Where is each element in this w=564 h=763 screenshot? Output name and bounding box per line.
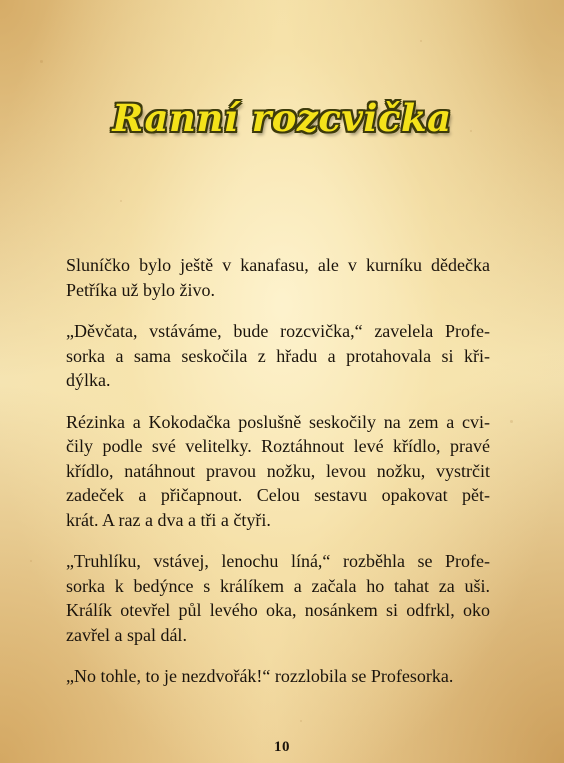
- chapter-title: Ranní rozcvička: [112, 96, 452, 140]
- story-text: [66, 253, 490, 706]
- text-line: „Děvčata, vstáváme, bude rozcvička,“ zavelela Profe-: [66, 321, 490, 341]
- text-line: sorka k bedýnce s králíkem a začala ho tahat za uši.: [66, 575, 490, 596]
- paragraph: [66, 410, 490, 533]
- text-line: Rézinka a Kokodačka poslušně seskočily na zem a cvi-: [66, 411, 490, 432]
- paragraph: [66, 549, 490, 647]
- text-line: zadeček a přičapnout. Celou sestavu opakovat pět-: [66, 485, 490, 505]
- text-line: krát. A raz a dva a tři a čtyři.: [66, 509, 271, 530]
- page-number: 10: [274, 739, 290, 755]
- text-line: Králík otevřel půl levého oka, nosánkem si odfrkl, oko: [66, 600, 490, 620]
- text-line: sorka a sama seskočila z hřadu a protahovala si kři-: [66, 345, 490, 366]
- text-line: „No tohle, to je nezdvořák!“ rozzlobila se Profesorka.: [66, 666, 454, 686]
- paragraph: [66, 664, 490, 689]
- text-line: „Truhlíku, vstávej, lenochu líná,“ rozběhla se Profe-: [66, 551, 490, 571]
- text-line: Sluníčko bylo ještě v kanafasu, ale v kurníku dědečka: [66, 255, 490, 275]
- paragraph: [66, 253, 490, 302]
- text-line: křídlo, natáhnout pravou nožku, levou nožku, vystrčit: [66, 460, 490, 481]
- text-line: Petříka už bylo živo.: [66, 279, 215, 300]
- text-line: dýlka.: [66, 370, 111, 390]
- text-line: čily podle své velitelky. Roztáhnout levé křídlo, pravé: [66, 436, 490, 456]
- text-line: zavřel a spal dál.: [66, 624, 187, 645]
- paragraph: [66, 319, 490, 393]
